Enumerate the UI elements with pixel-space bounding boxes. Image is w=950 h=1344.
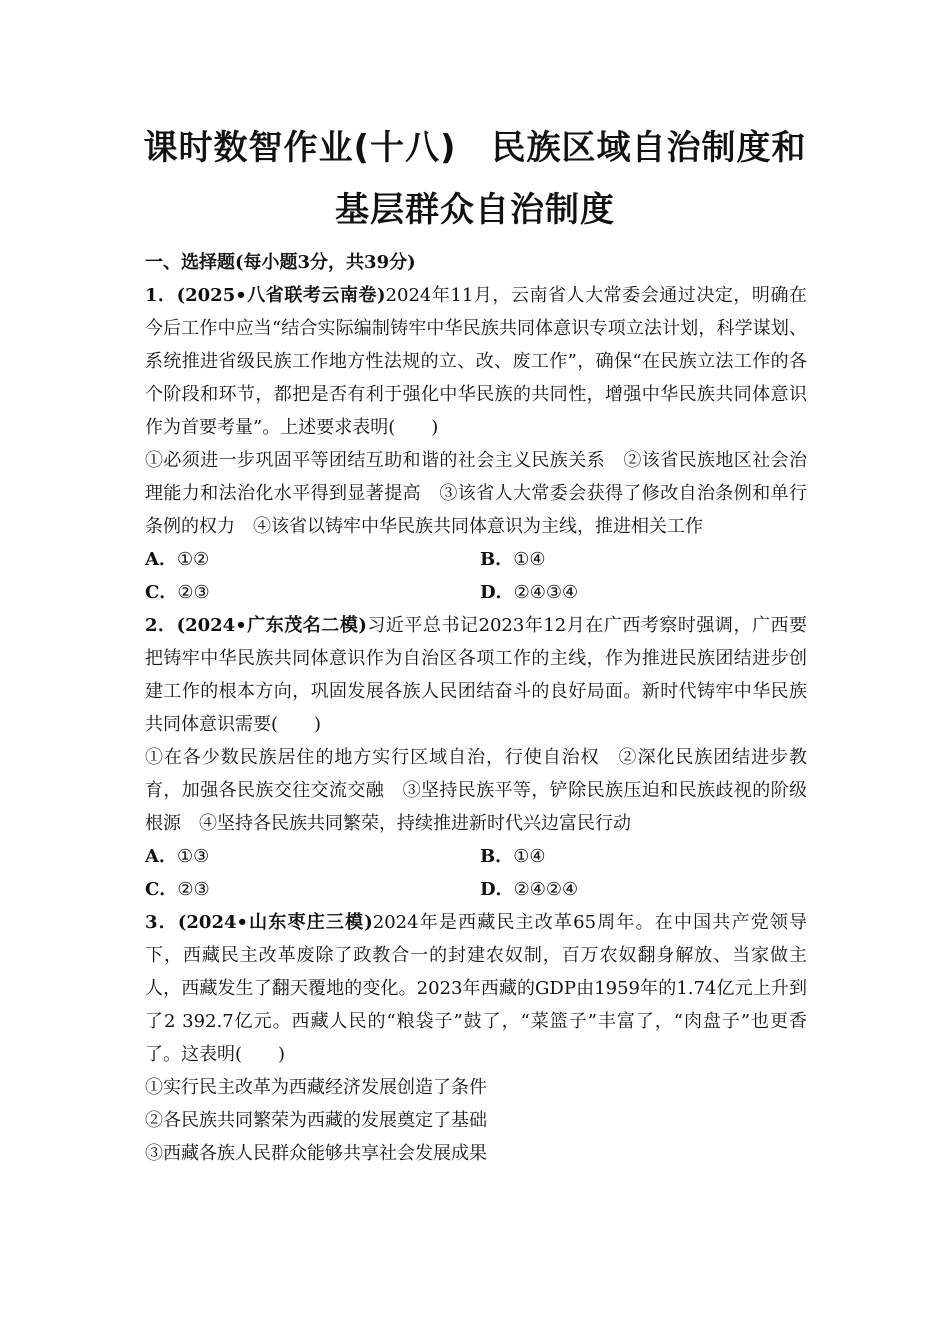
option-text: ①④	[513, 549, 546, 570]
statement-3: ③西藏各族人民群众能够共享社会发展成果	[145, 1143, 487, 1164]
question-2	[145, 609, 807, 906]
option-letter: B．	[480, 846, 514, 867]
option-c[interactable]	[145, 576, 480, 609]
question-stem	[145, 279, 807, 444]
option-letter: C．	[145, 582, 178, 603]
answer-options	[145, 840, 807, 906]
option-letter: C．	[145, 879, 178, 900]
question-statements: ①在各少数民族居住的地方实行区域自治，行使自治权 ②深化民族团结进步教育，加强各民族交往交流交融 ③坚持民族平等，铲除民族压迫和民族歧视的阶级根源 ④坚持各民族共同繁荣，持续推进新时代兴边富民行动	[145, 747, 807, 834]
option-a[interactable]	[145, 840, 480, 873]
question-source: (2024•广东茂名二模)	[176, 615, 367, 636]
page-title-line-2: 基层群众自治制度	[335, 190, 615, 230]
option-text: ②④③④	[513, 582, 579, 603]
statement-2: ②各民族共同繁荣为西藏的发展奠定了基础	[145, 1110, 487, 1131]
page-title-line-1: 课时数智作业(十八) 民族区域自治制度和	[143, 128, 807, 168]
option-d[interactable]	[480, 873, 807, 906]
option-b[interactable]	[480, 840, 807, 873]
question-number: 1．	[145, 285, 177, 306]
question-source: (2024•山东枣庄三模)	[177, 912, 373, 933]
option-text: ①②	[176, 549, 210, 570]
answer-options	[145, 543, 807, 609]
question-text: 2024年11月，云南省人大常委会通过决定，明确在今后工作中应当“结合实际编制铸牢中华民族共同体意识专项立法计划，科学谋划、系统推进省级民族工作地方性法规的立、改、废工作”，确保“在民族立法工作的各个阶段和环节，都把是否有利于强化中华民族的共同性，增强中华民族共同体意识作为首要考量”。上述要求表明( )	[145, 285, 807, 438]
question-3	[145, 906, 807, 1170]
question-stem	[145, 906, 807, 1071]
option-letter: D．	[480, 582, 514, 603]
section-heading: 一、选择题(每小题3分，共39分)	[145, 252, 416, 273]
option-letter: A．	[145, 549, 177, 570]
question-text: 习近平总书记2023年12月在广西考察时强调，广西要把铸牢中华民族共同体意识作为自治区各项工作的主线，作为推进民族团结进步创建工作的根本方向，巩固发展各族人民团结奋斗的良好局面。新时代铸牢中华民族共同体意识需要( )	[145, 615, 808, 735]
question-statements: ①必须进一步巩固平等团结互助和谐的社会主义民族关系 ②该省民族地区社会治理能力和法治化水平得到显著提高 ③该省人大常委会获得了修改自治条例和单行条例的权力 ④该省以铸牢中华民族共同体意识为主线，推进相关工作	[145, 450, 807, 537]
question-stem	[145, 609, 807, 741]
option-letter: D．	[480, 879, 514, 900]
option-text: ①④	[513, 846, 546, 867]
question-number: 2．	[145, 615, 177, 636]
option-text: ②③	[177, 879, 210, 900]
question-1	[145, 279, 807, 609]
option-b[interactable]	[480, 543, 807, 576]
option-a[interactable]	[145, 543, 480, 576]
statement-1: ①实行民主改革为西藏经济发展创造了条件	[145, 1077, 487, 1098]
question-source: (2025•八省联考云南卷)	[176, 285, 386, 306]
option-c[interactable]	[145, 873, 480, 906]
option-text: ②④②④	[513, 879, 579, 900]
option-text: ②③	[177, 582, 210, 603]
option-text: ①③	[176, 846, 210, 867]
option-letter: B．	[480, 549, 514, 570]
question-number: 3．	[145, 912, 178, 933]
document-body	[145, 246, 807, 1170]
option-letter: A．	[145, 846, 177, 867]
question-text: 2024年是西藏民主改革65周年。在中国共产党领导下，西藏民主改革废除了政教合一的封建农奴制，百万农奴翻身解放、当家做主人，西藏发生了翻天覆地的变化。2023年西藏的GDP由1959年的1.74亿元上升到了2 392.7亿元。西藏人民的“粮袋子”鼓了，“菜篮子”丰富了，“肉盘子”也更香了。这表明( )	[145, 912, 808, 1065]
option-d[interactable]	[480, 576, 807, 609]
